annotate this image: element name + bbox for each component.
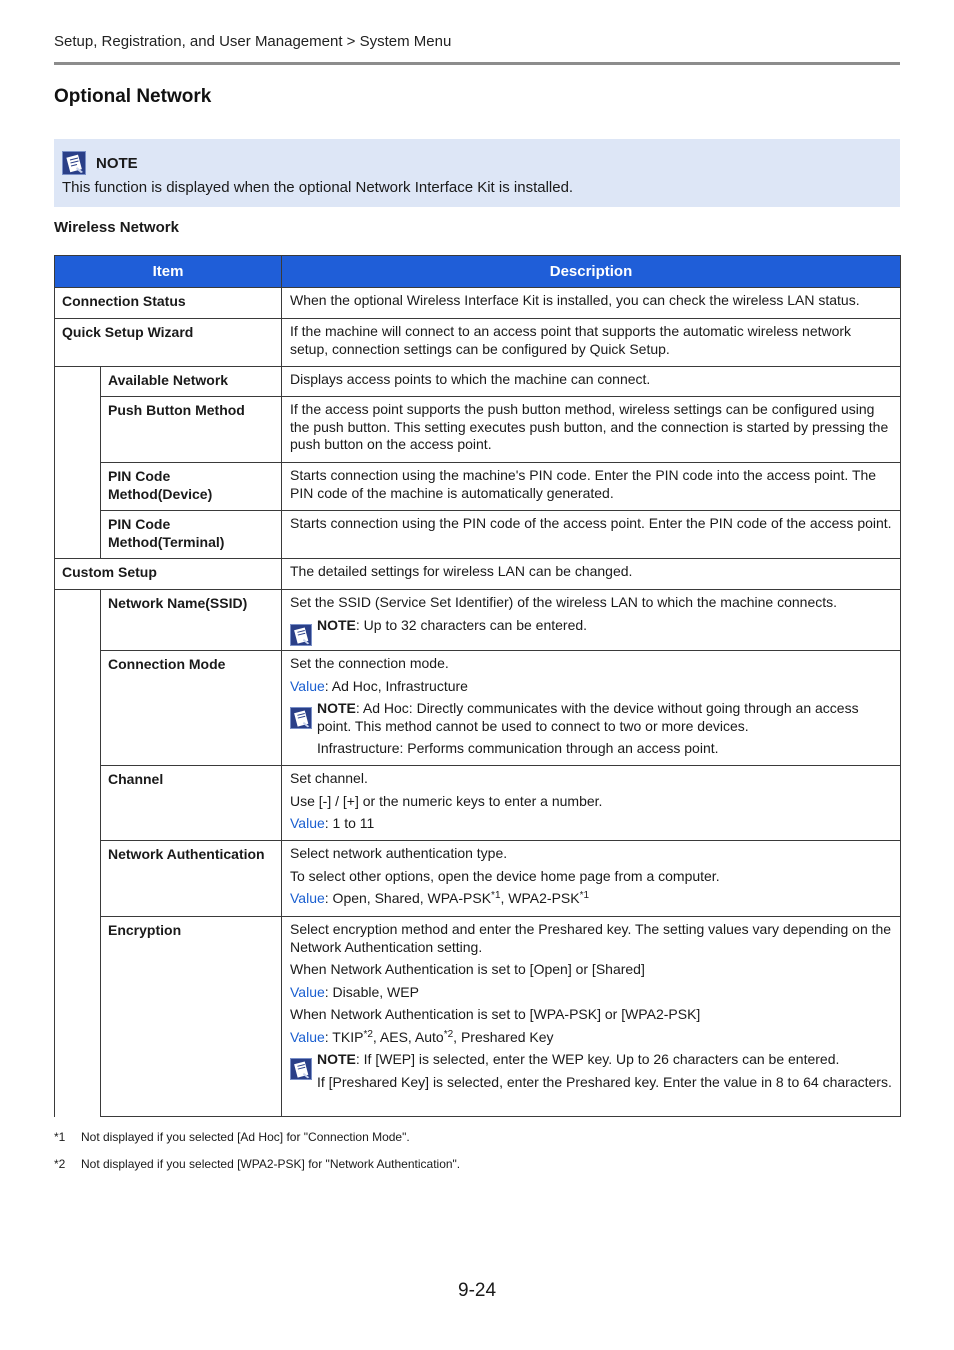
table-row xyxy=(55,319,901,367)
page-number: 9-24 xyxy=(458,1280,497,1301)
table-row xyxy=(55,651,901,766)
wireless-network-table xyxy=(54,255,901,1117)
row-item: Quick Setup Wizard xyxy=(55,319,282,367)
value-line xyxy=(290,678,892,696)
description-text: Set channel. xyxy=(290,770,368,786)
table-row xyxy=(55,590,901,651)
value-text: , Preshared Key xyxy=(453,1028,554,1045)
row-item: Connection Status xyxy=(55,288,282,319)
note-subtext: If [Preshared Key] is selected, enter the Preshared key. Enter the value in 8 to 64 characters. xyxy=(317,1073,892,1090)
row-description: The detailed settings for wireless LAN can be changed. xyxy=(282,559,901,590)
row-item: PIN Code Method(Terminal) xyxy=(101,511,282,559)
description-text: Use [-] / [+] or the numeric keys to enter a number. xyxy=(290,792,603,809)
row-description xyxy=(282,841,901,917)
inline-note xyxy=(290,617,892,635)
row-item: Connection Mode xyxy=(101,651,282,766)
description-text: Set the SSID (Service Set Identifier) of the wireless LAN to which the machine connects. xyxy=(290,594,838,610)
description-text: Select network authentication type. xyxy=(290,845,508,861)
footnote-text: Not displayed if you selected [WPA2-PSK] for "Network Authentication". xyxy=(81,1157,461,1171)
row-item: PIN Code Method(Device) xyxy=(101,463,282,511)
value-line xyxy=(290,815,892,833)
value-label: Value xyxy=(290,1028,325,1045)
table-row xyxy=(55,841,901,917)
note-text: : Up to 32 characters can be entered. xyxy=(355,616,588,633)
row-description xyxy=(282,651,901,766)
row-item: Network Authentication xyxy=(101,841,282,917)
value-label: Value xyxy=(290,890,325,906)
value-line xyxy=(290,890,892,908)
note-text: This function is displayed when the optional Network Interface Kit is installed. xyxy=(62,179,574,196)
value-text: : Open, Shared, WPA-PSK xyxy=(324,890,492,906)
table-row xyxy=(55,288,901,319)
description-text: When Network Authentication is set to [WPA-PSK] or [WPA2-PSK] xyxy=(290,1006,701,1022)
note-icon xyxy=(290,624,312,646)
table-title: Wireless Network xyxy=(54,219,179,236)
footnote-mark: *1 xyxy=(54,1130,66,1144)
table-row xyxy=(55,766,901,841)
header-description: Description xyxy=(282,256,901,288)
description-text: Select encryption method and enter the Preshared key. The setting values vary depending on the Network Authentication setting. xyxy=(290,921,892,955)
footnote-ref: *2 xyxy=(363,1028,373,1040)
note-label: NOTE xyxy=(317,616,356,633)
row-item: Encryption xyxy=(101,917,282,1117)
note-label: NOTE xyxy=(317,1051,356,1067)
value-label: Value xyxy=(290,677,325,694)
row-item: Custom Setup xyxy=(55,559,282,590)
note-subtext: Infrastructure: Performs communication through an access point. xyxy=(317,740,719,756)
row-description: Starts connection using the machine's PIN code. Enter the PIN code into the access point. The PIN code of the machine is automatically generated. xyxy=(282,463,901,511)
value-line xyxy=(290,1029,892,1047)
table-row xyxy=(55,397,901,463)
note-label: NOTE xyxy=(317,700,356,716)
footnote-text: Not displayed if you selected [Ad Hoc] for "Connection Mode". xyxy=(81,1130,410,1144)
note-icon xyxy=(290,1058,312,1080)
note-icon xyxy=(290,707,312,729)
note-icon xyxy=(62,151,86,175)
row-description xyxy=(282,766,901,841)
inline-note xyxy=(290,1051,892,1069)
table-row xyxy=(55,511,901,559)
row-description: Displays access points to which the machine can connect. xyxy=(282,367,901,397)
description-text: When Network Authentication is set to [Open] or [Shared] xyxy=(290,961,645,977)
header-divider xyxy=(54,62,900,65)
row-description xyxy=(282,917,901,1117)
row-item: Push Button Method xyxy=(101,397,282,463)
footnote-ref: *1 xyxy=(579,890,590,901)
note-box xyxy=(54,139,900,207)
value-text: : TKIP xyxy=(324,1028,364,1045)
description-text: Set the connection mode. xyxy=(290,655,449,671)
row-description: When the optional Wireless Interface Kit is installed, you can check the wireless LAN status. xyxy=(282,288,901,319)
table-row xyxy=(55,463,901,511)
row-description: Starts connection using the PIN code of the access point. Enter the PIN code of the access point. xyxy=(282,511,901,559)
value-text: , AES, Auto xyxy=(372,1028,444,1045)
table-header-row xyxy=(55,256,901,288)
row-description: If the access point supports the push button method, wireless settings can be configured using the push button. This setting executes push button, and the connection is started by pressing the push button on the access point. xyxy=(282,397,901,463)
value-label: Value xyxy=(290,983,325,1000)
row-item: Channel xyxy=(101,766,282,841)
footnote-mark: *2 xyxy=(54,1157,66,1171)
description-text: To select other options, open the device home page from a computer. xyxy=(290,867,720,884)
value-text: : Disable, WEP xyxy=(324,983,419,1000)
row-description xyxy=(282,590,901,651)
table-row xyxy=(55,917,901,1117)
row-description: If the machine will connect to an access point that supports the automatic wireless network setup, connection settings can be configured by Quick Setup. xyxy=(282,319,901,367)
note-text: : If [WEP] is selected, enter the WEP key. Up to 26 characters can be entered. xyxy=(355,1051,840,1067)
indent-spacer xyxy=(55,590,101,1117)
note-heading: NOTE xyxy=(96,155,138,172)
inline-note xyxy=(290,700,892,735)
value-text: , WPA2-PSK xyxy=(500,890,580,906)
indent-spacer xyxy=(55,367,101,559)
header-item: Item xyxy=(55,256,282,288)
footnote-ref: *2 xyxy=(443,1028,454,1040)
value-label: Value xyxy=(290,815,325,831)
table-row xyxy=(55,559,901,590)
value-line xyxy=(290,984,892,1002)
row-item: Available Network xyxy=(101,367,282,397)
note-text: : Ad Hoc: Directly communicates with the device without going through an access point. This method cannot be used to connect to two or more devices. xyxy=(317,700,859,734)
value-text: : 1 to 11 xyxy=(324,815,375,831)
section-title: Optional Network xyxy=(54,86,212,107)
breadcrumb: Setup, Registration, and User Management > System Menu xyxy=(54,33,452,50)
table-row xyxy=(55,367,901,397)
value-text: : Ad Hoc, Infrastructure xyxy=(324,677,468,694)
row-item: Network Name(SSID) xyxy=(101,590,282,651)
footnote-ref: *1 xyxy=(491,890,501,901)
